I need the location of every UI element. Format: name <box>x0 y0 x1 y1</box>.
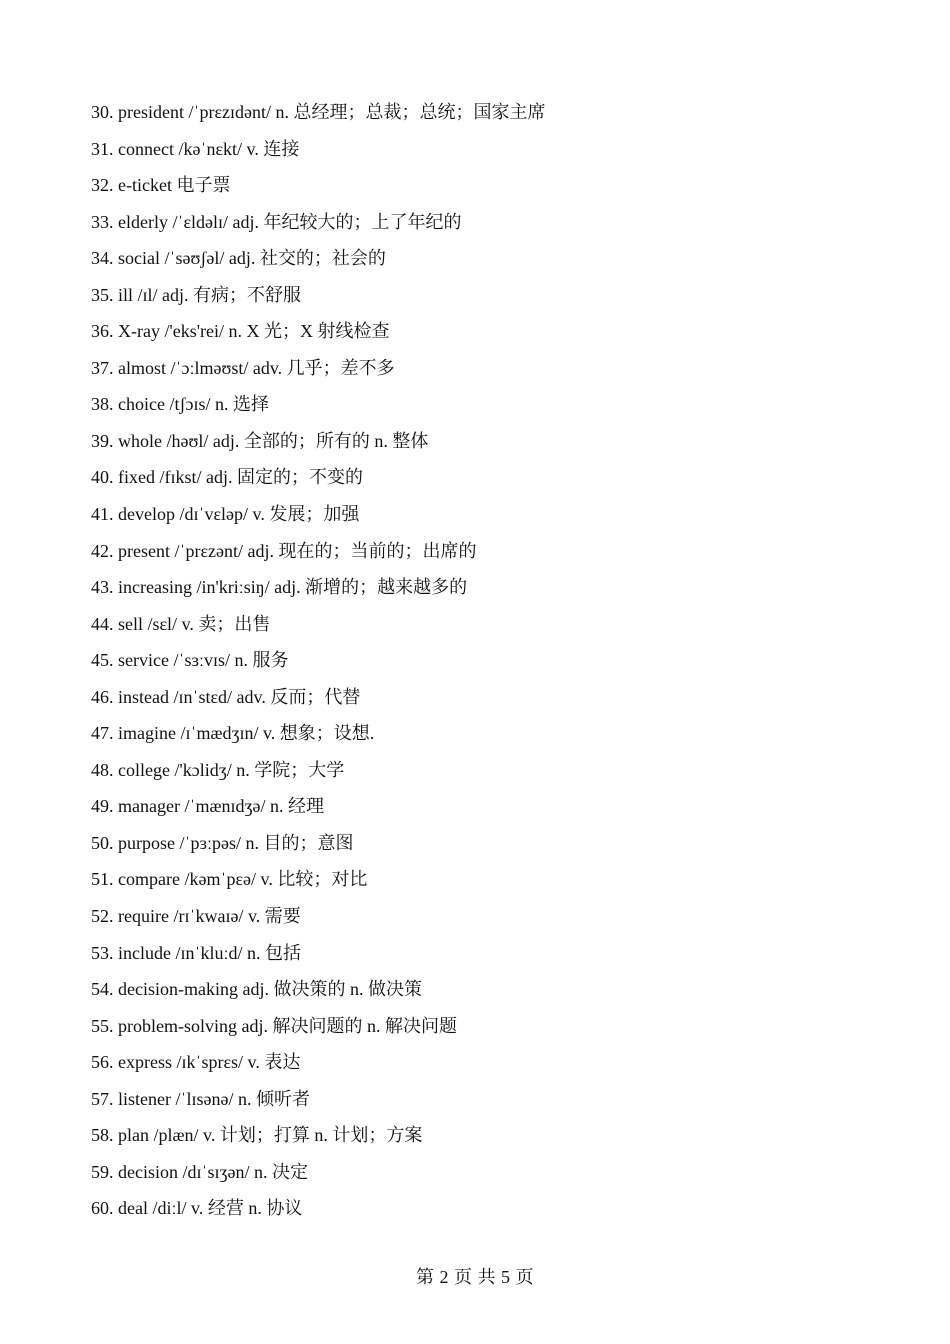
vocab-entry: 54. decision-making adj. 做决策的 n. 做决策 <box>91 979 422 1000</box>
vocab-entry: 45. service /ˈsɜːvɪs/ n. 服务 <box>91 650 289 671</box>
vocab-entry: 31. connect /kəˈnɛkt/ v. 连接 <box>91 138 300 159</box>
vocab-entry: 32. e-ticket 电子票 <box>91 175 231 196</box>
vocab-entry: 56. express /ɪkˈsprɛs/ v. 表达 <box>91 1052 301 1073</box>
vocab-entry: 30. president /ˈprɛzɪdənt/ n. 总经理；总裁；总统；国家主席 <box>91 102 546 122</box>
page-footer: 第 2 页 共 5 页 <box>416 1267 534 1287</box>
vocab-entry: 44. sell /sɛl/ v. 卖；出售 <box>91 613 271 634</box>
vocab-entry: 51. compare /kəmˈpɛə/ v. 比较；对比 <box>91 869 368 890</box>
vocab-entry: 58. plan /plæn/ v. 计划；打算 n. 计划；方案 <box>91 1125 423 1146</box>
vocab-entry: 57. listener /ˈlɪsənə/ n. 倾听者 <box>91 1088 310 1109</box>
vocabulary-list <box>91 98 546 1231</box>
vocab-entry: 59. decision /dɪˈsɪʒən/ n. 决定 <box>91 1161 308 1182</box>
vocab-entry: 55. problem-solving adj. 解决问题的 n. 解决问题 <box>91 1015 457 1036</box>
vocab-entry: 60. deal /diːl/ v. 经营 n. 协议 <box>91 1198 303 1219</box>
vocab-entry: 52. require /rɪˈkwaɪə/ v. 需要 <box>91 906 301 927</box>
vocab-entry: 40. fixed /fɪkst/ adj. 固定的；不变的 <box>91 467 363 488</box>
vocab-entry: 43. increasing /in'kriːsiŋ/ adj. 渐增的；越来越多的 <box>91 577 468 598</box>
vocab-entry: 46. instead /ɪnˈstɛd/ adv. 反而；代替 <box>91 686 361 707</box>
vocab-entry: 38. choice /tʃɔɪs/ n. 选择 <box>91 394 269 415</box>
vocab-entry: 41. develop /dɪˈvɛləp/ v. 发展；加强 <box>91 504 360 525</box>
vocab-entry: 36. X-ray /'eks'rei/ n. X 光；X 射线检查 <box>91 321 390 342</box>
vocab-entry: 53. include /ɪnˈkluːd/ n. 包括 <box>91 942 301 963</box>
vocab-entry: 49. manager /ˈmænɪdʒə/ n. 经理 <box>91 796 324 817</box>
vocab-entry: 34. social /ˈsəʊʃəl/ adj. 社交的；社会的 <box>91 248 386 269</box>
vocab-entry: 33. elderly /ˈɛldəlɪ/ adj. 年纪较大的；上了年纪的 <box>91 211 462 232</box>
vocab-entry: 35. ill /ɪl/ adj. 有病；不舒服 <box>91 284 301 305</box>
vocab-entry: 37. almost /ˈɔːlməʊst/ adv. 几乎；差不多 <box>91 357 395 378</box>
vocab-entry: 39. whole /həʊl/ adj. 全部的；所有的 n. 整体 <box>91 430 429 451</box>
vocab-entry: 42. present /ˈprɛzənt/ adj. 现在的；当前的；出席的 <box>91 540 477 561</box>
vocab-entry: 48. college /'kɔlidʒ/ n. 学院；大学 <box>91 759 345 780</box>
vocab-entry: 50. purpose /ˈpɜːpəs/ n. 目的；意图 <box>91 832 354 853</box>
vocab-entry: 47. imagine /ɪˈmædʒɪn/ v. 想象；设想. <box>91 723 375 744</box>
